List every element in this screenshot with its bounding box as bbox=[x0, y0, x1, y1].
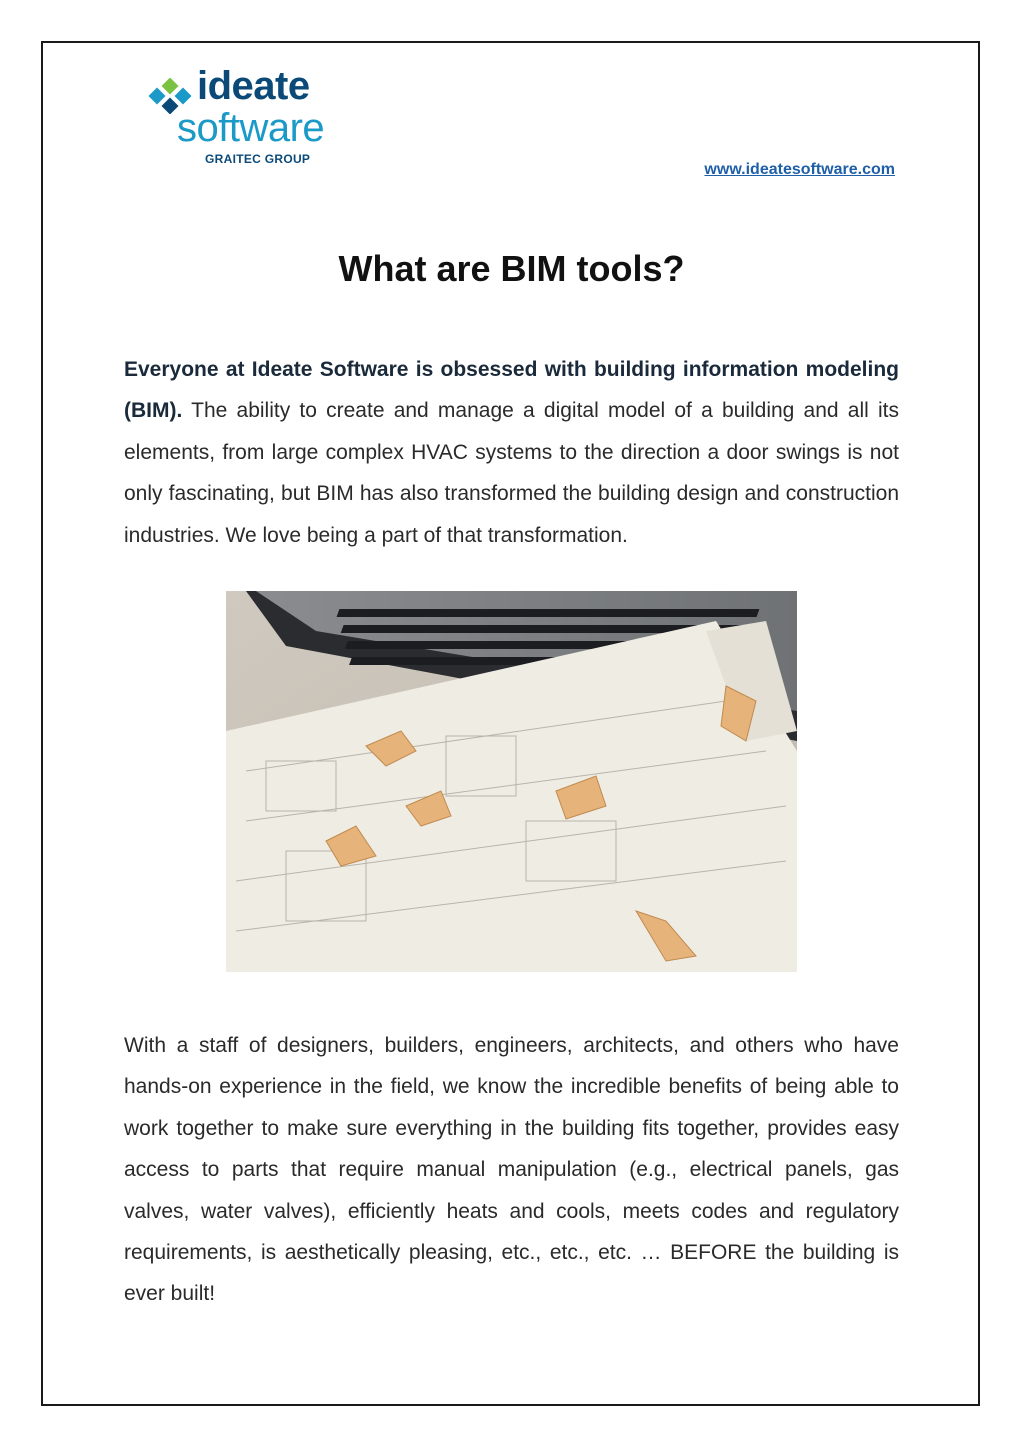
logo-text-software: software bbox=[177, 106, 325, 150]
intro-paragraph bbox=[124, 349, 899, 556]
logo-text-graitec: GRAITEC GROUP bbox=[205, 152, 311, 166]
website-link[interactable]: www.ideatesoftware.com bbox=[704, 161, 895, 178]
blueprint-laptop-photo bbox=[226, 591, 797, 972]
body-paragraph: With a staff of designers, builders, engineers, architects, and others who have hands-on experience in the field, we know the incredible benefits of being able to work together to make sure everything in the building fits together, provides easy access to parts that require manual manipulation (e.g., electrical panels, gas valves, water valves), efficiently heats and cools, meets codes and regulatory requirements, is aesthetically pleasing, etc., etc., etc. … BEFORE the building is ever built! bbox=[124, 1034, 899, 1306]
page-title: What are BIM tools? bbox=[338, 248, 685, 289]
logo-text-ideate: ideate bbox=[197, 64, 310, 108]
ideate-logo bbox=[147, 64, 367, 172]
intro-text: The ability to create and manage a digital model of a building and all its elements, from large complex HVAC systems to the direction a door swings is not only fascinating, but BIM has also transformed the building design and construction industries. We love being a part of that transformation. bbox=[124, 399, 899, 547]
intro-lead: Everyone at Ideate Software is obsessed with building information modeling (BIM). bbox=[124, 358, 899, 423]
